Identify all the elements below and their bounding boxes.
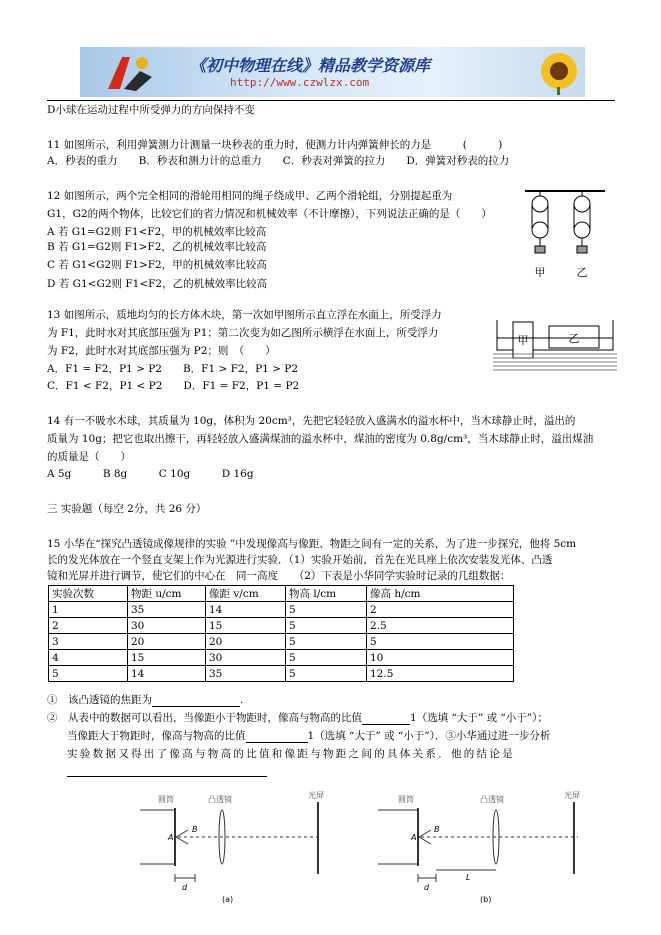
table-cell: 15 — [128, 650, 206, 666]
table-header: 物高 l/cm — [286, 586, 367, 602]
q11-options: A．秒表的重力 B．秒表和测力计的总重力 C．秒表对弹簧的拉力 D．弹簧对秒表的拉力 — [47, 155, 510, 167]
q15-stem-2: 长的发光体放在一个竖直支架上作为光源进行实验．（1）实验开始前，首先在光具座上依次安装发光体、凸透 — [47, 554, 553, 566]
point-b-label: B — [434, 825, 440, 834]
table-cell: 5 — [49, 666, 128, 682]
block-label-a: 甲 — [517, 334, 529, 347]
point-a-label: A — [168, 833, 174, 842]
floating-block-figure — [493, 316, 618, 374]
q12-stem-2: G1，G2的两个物体，比较它们的省力情况和机械效率（不计摩擦），下列说法正确的是（ ） — [47, 208, 492, 220]
answer-3-text: 当像距大于物距时，像高与物高的比值 — [67, 730, 246, 742]
table-row — [49, 650, 514, 666]
table-cell: 2 — [49, 618, 128, 634]
screen-label-a: 光屏 — [308, 791, 324, 800]
distance-l-label: L — [466, 873, 471, 882]
table-cell: 5 — [286, 602, 367, 618]
section-3-heading: 三 实验题（每空 2分，共 26 分） — [47, 503, 207, 515]
table-row — [49, 618, 514, 634]
q12-option-b: B 若 G1=G2则 F1>F2，乙的机械效率比较高 — [47, 241, 267, 253]
answer-3 — [67, 729, 550, 743]
distance-d-label: d — [424, 883, 430, 892]
answer-1-text: ① 该凸透镜的焦距为 — [47, 694, 152, 706]
banner-url: http://www.czwlzx.com — [230, 76, 370, 89]
banner-title: 《初中物理在线》精品教学资源库 — [190, 56, 431, 75]
tube-label-b: 圆筒 — [398, 795, 414, 804]
table-cell: 15 — [206, 618, 286, 634]
table-cell: 2 — [367, 602, 514, 618]
table-cell: 1 — [49, 602, 128, 618]
table-cell: 20 — [206, 634, 286, 650]
table-cell: 5 — [286, 618, 367, 634]
header-rule — [47, 100, 615, 101]
answer-1-blank[interactable] — [152, 706, 240, 707]
point-b-label: B — [192, 825, 198, 834]
experiment-table — [48, 585, 514, 682]
q13-stem-3: 为 F2，此时水对其底部压强为 P2；则 （ ） — [47, 345, 276, 357]
lens-label-a: 凸透镜 — [208, 795, 232, 804]
pulley-label-b: 乙 — [576, 266, 588, 278]
q13-options-1: A．F1 = F2，P1 > P2 B．F1 > F2，P1 > P2 — [47, 363, 299, 375]
point-a-label: A — [411, 833, 417, 842]
table-header: 像高 h/cm — [367, 586, 514, 602]
q12-option-c: C 若 G1<G2则 F1>F2，甲的机械效率比较高 — [47, 259, 267, 271]
q11-stem: 11 如图所示，利用弹簧测力计测量一块秒表的重力时，使测力计内弹簧伸长的力是 ( ) — [47, 139, 503, 151]
logo-icon — [100, 51, 160, 93]
option-d-carryover: D小球在运动过程中所受弹力的方向保持不变 — [47, 104, 255, 116]
answer-2-text: ② 从表中的数据可以看出，当像距小于物距时，像高与物高的比值 — [47, 712, 362, 724]
table-header-row — [49, 586, 514, 602]
q14-stem-2: 质量为 10g；把它也取出擦干，再轻轻放入盛满煤油的溢水杯中，煤油的密度为 0.8g/cm³，当木球静止时，溢出煤油 — [47, 433, 594, 445]
sunflower-icon — [535, 49, 583, 95]
table-cell: 5 — [286, 650, 367, 666]
distance-d-label: d — [182, 883, 188, 892]
block-label-b: 乙 — [568, 332, 580, 345]
table-cell: 2.5 — [367, 618, 514, 634]
caption-b: (b) — [480, 895, 492, 904]
answer-2-tail: 1（选填 “大于” 或 “小于”）； — [410, 712, 548, 724]
tube-label-a: 圆筒 — [158, 795, 174, 804]
table-cell: 4 — [49, 650, 128, 666]
table-cell: 10 — [367, 650, 514, 666]
screen-label-b: 光屏 — [564, 791, 580, 800]
answer-2 — [47, 711, 548, 725]
table-cell: 5 — [367, 634, 514, 650]
table-cell: 35 — [128, 602, 206, 618]
caption-a: (a) — [222, 895, 234, 904]
table-header: 像距 v/cm — [206, 586, 286, 602]
lens-label-b: 凸透镜 — [480, 795, 504, 804]
q12-option-d: D 若 G1<G2则 F1<F2，乙的机械效率比较高 — [47, 278, 268, 290]
q14-options: A 5g B 8g C 10g D 16g — [47, 468, 254, 480]
table-header: 物距 u/cm — [128, 586, 206, 602]
table-row — [49, 634, 514, 650]
answer-2-blank[interactable] — [362, 724, 410, 725]
table-row — [49, 666, 514, 682]
table-cell: 30 — [206, 650, 286, 666]
q12-option-a: A 若 G1=G2则 F1<F2，甲的机械效率比较高 — [47, 226, 267, 238]
answer-1 — [47, 693, 243, 707]
q14-stem-3: 的质量是（ ） — [47, 451, 131, 463]
answer-4-blank[interactable] — [67, 776, 267, 777]
pulley-label-a: 甲 — [534, 266, 546, 278]
table-cell: 20 — [128, 634, 206, 650]
table-cell: 14 — [128, 666, 206, 682]
answer-3-blank[interactable] — [246, 742, 308, 743]
q13-options-2: C．F1 < F2，P1 < P2 D．F1 = F2，P1 = P2 — [47, 380, 300, 392]
q15-stem-1: 15 小华在“探究凸透镜成像规律的实验 ”中发现像高与像距、物距之间有一定的关系，为了进一步探究，他将 5cm — [47, 538, 577, 550]
q13-stem-1: 13 如图所示，质地均匀的长方体木块，第一次如甲图所示直立浮在水面上，所受浮力 — [47, 309, 442, 321]
table-cell: 14 — [206, 602, 286, 618]
table-row — [49, 602, 514, 618]
q15-stem-3: 镜和光屏并进行调节，使它们的中心在 同一高度 （2）下表是小华同学实验时记录的几组数据： — [47, 570, 511, 582]
header-banner — [80, 47, 585, 97]
table-cell: 3 — [49, 634, 128, 650]
q12-stem-1: 12 如图所示，两个完全相同的滑轮用相同的绳子绕成甲、乙两个滑轮组，分别提起重为 — [47, 190, 453, 202]
lens-figure-a — [130, 790, 330, 905]
pulley-figure — [520, 188, 610, 278]
table-header: 实验次数 — [49, 586, 128, 602]
lens-figure-b — [368, 790, 588, 905]
table-cell: 5 — [286, 666, 367, 682]
q13-stem-2: 为 F1，此时水对其底部压强为 P1；第二次变为如乙图所示横浮在水面上，所受浮力 — [47, 327, 439, 339]
table-cell: 35 — [206, 666, 286, 682]
table-cell: 12.5 — [367, 666, 514, 682]
answer-4: 实验数据又得出了像高与物高的比值和像距与物距之间的具体关系．他的结论是 — [67, 748, 515, 760]
table-cell: 5 — [286, 634, 367, 650]
table-cell: 30 — [128, 618, 206, 634]
answer-1-end: . — [240, 694, 244, 706]
q14-stem-1: 14 有一不吸水木球，其质量为 10g，体积为 20cm³，先把它轻轻放入盛满水的溢水杯中，当木球静止时，溢出的 — [47, 415, 576, 427]
answer-3-tail: 1（选填 “大于” 或 “小于”）．③小华通过进一步分析 — [307, 730, 551, 742]
